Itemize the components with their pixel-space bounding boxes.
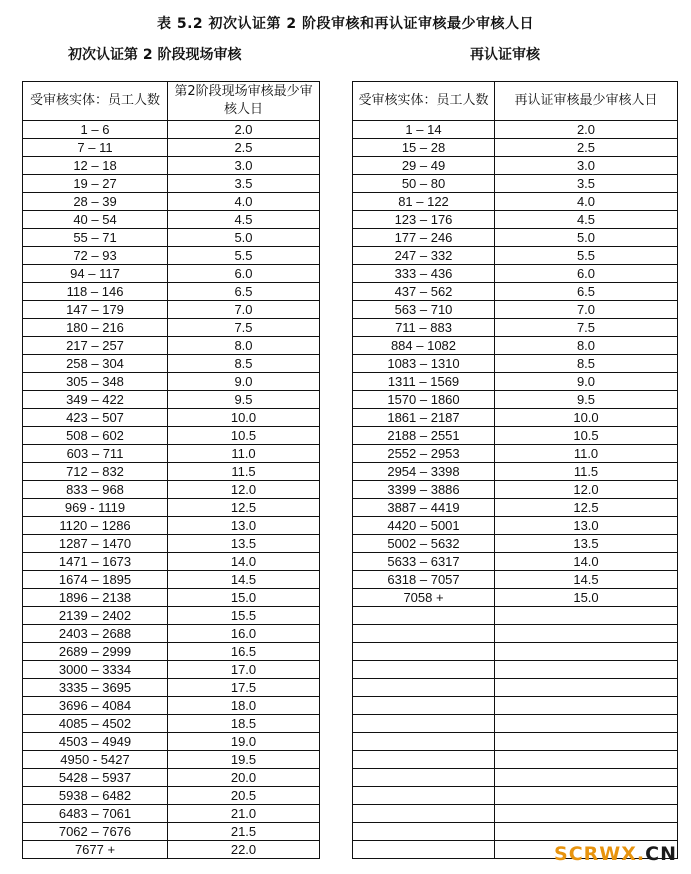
employee-range-cell: 7677 + <box>23 841 168 859</box>
table-row <box>353 247 678 265</box>
audit-days-cell <box>495 733 678 751</box>
audit-days-cell: 9.0 <box>168 373 320 391</box>
employee-range-cell: 4503 – 4949 <box>23 733 168 751</box>
table-row <box>23 175 320 193</box>
employee-range-cell: 333 – 436 <box>353 265 495 283</box>
audit-days-cell: 15.0 <box>495 589 678 607</box>
audit-days-cell <box>495 787 678 805</box>
employee-range-cell: 7 – 11 <box>23 139 168 157</box>
employee-range-cell: 5633 – 6317 <box>353 553 495 571</box>
audit-days-cell: 12.5 <box>168 499 320 517</box>
audit-days-cell: 16.5 <box>168 643 320 661</box>
audit-days-cell: 6.5 <box>168 283 320 301</box>
table-row <box>353 445 678 463</box>
employee-range-cell: 15 – 28 <box>353 139 495 157</box>
table-row <box>353 121 678 139</box>
table-row <box>23 463 320 481</box>
audit-days-cell: 14.0 <box>495 553 678 571</box>
table-row <box>353 715 678 733</box>
audit-days-cell: 4.5 <box>168 211 320 229</box>
employee-range-cell: 2188 – 2551 <box>353 427 495 445</box>
audit-days-cell: 13.0 <box>168 517 320 535</box>
employee-range-cell <box>353 625 495 643</box>
audit-days-cell: 10.0 <box>495 409 678 427</box>
audit-days-cell <box>495 751 678 769</box>
table-row <box>23 157 320 175</box>
employee-range-cell: 5938 – 6482 <box>23 787 168 805</box>
employee-range-cell: 19 – 27 <box>23 175 168 193</box>
employee-range-cell: 603 – 711 <box>23 445 168 463</box>
table-row <box>353 823 678 841</box>
table-row <box>353 571 678 589</box>
employee-range-cell <box>353 643 495 661</box>
table-row <box>23 841 320 859</box>
table-row <box>353 139 678 157</box>
employee-range-cell: 7058 + <box>353 589 495 607</box>
audit-days-cell <box>495 769 678 787</box>
employee-range-cell: 50 – 80 <box>353 175 495 193</box>
employee-range-cell <box>353 733 495 751</box>
employee-range-cell: 3000 – 3334 <box>23 661 168 679</box>
employee-range-cell <box>353 823 495 841</box>
table-row <box>23 661 320 679</box>
audit-days-cell: 22.0 <box>168 841 320 859</box>
table-row <box>23 571 320 589</box>
employee-range-cell: 2552 – 2953 <box>353 445 495 463</box>
audit-days-cell: 20.5 <box>168 787 320 805</box>
table-row <box>23 391 320 409</box>
audit-days-cell <box>495 643 678 661</box>
table-row <box>353 661 678 679</box>
audit-days-cell <box>495 715 678 733</box>
employee-range-cell: 147 – 179 <box>23 301 168 319</box>
table-row <box>353 499 678 517</box>
employee-range-cell: 1896 – 2138 <box>23 589 168 607</box>
table-header-row <box>353 82 678 121</box>
table-row <box>23 355 320 373</box>
audit-days-cell: 12.0 <box>168 481 320 499</box>
table-row <box>23 409 320 427</box>
audit-days-cell: 8.5 <box>168 355 320 373</box>
audit-days-cell: 8.5 <box>495 355 678 373</box>
audit-days-cell: 7.0 <box>495 301 678 319</box>
employee-range-cell: 3399 – 3886 <box>353 481 495 499</box>
employee-range-cell: 118 – 146 <box>23 283 168 301</box>
audit-days-cell <box>495 607 678 625</box>
table-row <box>353 229 678 247</box>
table-row <box>353 283 678 301</box>
recert-audit-subtitle: 再认证审核 <box>470 47 540 63</box>
table-row <box>353 733 678 751</box>
employee-range-cell: 29 – 49 <box>353 157 495 175</box>
audit-days-cell: 4.5 <box>495 211 678 229</box>
employee-range-cell: 884 – 1082 <box>353 337 495 355</box>
audit-days-cell: 3.5 <box>168 175 320 193</box>
audit-days-cell: 11.5 <box>495 463 678 481</box>
table-row <box>23 121 320 139</box>
employee-range-cell: 94 – 117 <box>23 265 168 283</box>
table-row <box>23 553 320 571</box>
audit-days-cell: 21.5 <box>168 823 320 841</box>
audit-days-cell: 7.0 <box>168 301 320 319</box>
employee-range-cell: 12 – 18 <box>23 157 168 175</box>
table-row <box>353 589 678 607</box>
employee-range-cell: 1861 – 2187 <box>353 409 495 427</box>
audit-days-cell: 13.5 <box>168 535 320 553</box>
table-row <box>353 193 678 211</box>
site-watermark-logo <box>554 843 677 865</box>
employee-range-cell: 349 – 422 <box>23 391 168 409</box>
employee-range-cell: 2689 – 2999 <box>23 643 168 661</box>
employee-range-cell: 5002 – 5632 <box>353 535 495 553</box>
audit-days-cell <box>495 805 678 823</box>
audit-days-cell: 8.0 <box>168 337 320 355</box>
table-row <box>353 409 678 427</box>
initial-audit-table <box>22 81 320 859</box>
table-row <box>353 265 678 283</box>
audit-days-cell: 2.0 <box>168 121 320 139</box>
employee-range-cell <box>353 661 495 679</box>
employee-count-header: 受审核实体：员工人数 <box>23 82 168 121</box>
audit-days-cell: 15.0 <box>168 589 320 607</box>
table-row <box>23 679 320 697</box>
employee-range-cell: 4085 – 4502 <box>23 715 168 733</box>
employee-range-cell: 40 – 54 <box>23 211 168 229</box>
audit-days-cell: 14.0 <box>168 553 320 571</box>
audit-days-cell: 18.5 <box>168 715 320 733</box>
table-row <box>23 481 320 499</box>
min-audit-days-header: 再认证审核最少审核人日 <box>495 82 678 121</box>
employee-range-cell: 508 – 602 <box>23 427 168 445</box>
audit-days-cell: 10.0 <box>168 409 320 427</box>
table-row <box>353 463 678 481</box>
audit-days-cell: 20.0 <box>168 769 320 787</box>
min-audit-days-header: 第2阶段现场审核最少审核人日 <box>168 82 320 121</box>
audit-days-cell: 19.0 <box>168 733 320 751</box>
audit-days-cell: 11.5 <box>168 463 320 481</box>
employee-range-cell: 3335 – 3695 <box>23 679 168 697</box>
table-row <box>353 355 678 373</box>
audit-days-cell: 16.0 <box>168 625 320 643</box>
table-row <box>353 787 678 805</box>
employee-range-cell <box>353 787 495 805</box>
employee-range-cell: 6318 – 7057 <box>353 571 495 589</box>
audit-days-cell: 6.0 <box>168 265 320 283</box>
employee-range-cell: 81 – 122 <box>353 193 495 211</box>
audit-days-cell: 5.0 <box>168 229 320 247</box>
employee-range-cell: 1674 – 1895 <box>23 571 168 589</box>
audit-days-cell: 2.5 <box>168 139 320 157</box>
employee-range-cell: 177 – 246 <box>353 229 495 247</box>
table-row <box>23 697 320 715</box>
employee-range-cell <box>353 805 495 823</box>
employee-range-cell: 3696 – 4084 <box>23 697 168 715</box>
employee-range-cell: 1287 – 1470 <box>23 535 168 553</box>
employee-range-cell: 2403 – 2688 <box>23 625 168 643</box>
audit-days-cell: 17.5 <box>168 679 320 697</box>
table-row <box>23 625 320 643</box>
employee-range-cell: 4950 - 5427 <box>23 751 168 769</box>
audit-days-cell: 2.0 <box>495 121 678 139</box>
employee-range-cell <box>353 697 495 715</box>
document-title: 表 5.2 初次认证第 2 阶段审核和再认证审核最少审核人日 <box>156 16 535 32</box>
audit-days-cell: 17.0 <box>168 661 320 679</box>
audit-days-cell: 13.0 <box>495 517 678 535</box>
table-row <box>23 427 320 445</box>
table-row <box>23 265 320 283</box>
employee-range-cell: 305 – 348 <box>23 373 168 391</box>
table-row <box>23 589 320 607</box>
table-row <box>353 805 678 823</box>
audit-days-cell: 3.0 <box>168 157 320 175</box>
employee-count-header: 受审核实体：员工人数 <box>353 82 495 121</box>
audit-days-cell: 21.0 <box>168 805 320 823</box>
audit-days-cell <box>495 823 678 841</box>
audit-days-cell: 5.5 <box>495 247 678 265</box>
table-row <box>353 427 678 445</box>
employee-range-cell: 258 – 304 <box>23 355 168 373</box>
employee-range-cell: 3887 – 4419 <box>353 499 495 517</box>
table-row <box>353 769 678 787</box>
table-row <box>23 283 320 301</box>
audit-days-cell <box>495 679 678 697</box>
audit-days-cell: 14.5 <box>495 571 678 589</box>
employee-range-cell: 6483 – 7061 <box>23 805 168 823</box>
table-row <box>353 337 678 355</box>
employee-range-cell: 1083 – 1310 <box>353 355 495 373</box>
watermark-dot: . <box>636 843 646 865</box>
audit-days-cell <box>495 661 678 679</box>
employee-range-cell: 1120 – 1286 <box>23 517 168 535</box>
employee-range-cell: 55 – 71 <box>23 229 168 247</box>
table-row <box>23 247 320 265</box>
employee-range-cell: 247 – 332 <box>353 247 495 265</box>
initial-audit-subtitle: 初次认证第 2 阶段现场审核 <box>68 47 242 63</box>
audit-days-cell: 9.0 <box>495 373 678 391</box>
employee-range-cell: 423 – 507 <box>23 409 168 427</box>
audit-days-cell: 6.5 <box>495 283 678 301</box>
audit-days-cell <box>495 697 678 715</box>
audit-days-cell: 3.5 <box>495 175 678 193</box>
table-row <box>353 301 678 319</box>
table-row <box>353 697 678 715</box>
table-row <box>353 643 678 661</box>
table-row <box>353 175 678 193</box>
employee-range-cell: 711 – 883 <box>353 319 495 337</box>
table-row <box>23 751 320 769</box>
employee-range-cell: 833 – 968 <box>23 481 168 499</box>
audit-days-cell: 8.0 <box>495 337 678 355</box>
employee-range-cell: 28 – 39 <box>23 193 168 211</box>
table-header-row <box>23 82 320 121</box>
table-row <box>353 211 678 229</box>
audit-days-cell: 7.5 <box>495 319 678 337</box>
employee-range-cell: 217 – 257 <box>23 337 168 355</box>
employee-range-cell <box>353 679 495 697</box>
audit-days-cell: 11.0 <box>168 445 320 463</box>
table-row <box>353 319 678 337</box>
table-row <box>353 373 678 391</box>
audit-days-cell: 19.5 <box>168 751 320 769</box>
employee-range-cell: 4420 – 5001 <box>353 517 495 535</box>
table-row <box>353 625 678 643</box>
audit-days-cell: 12.0 <box>495 481 678 499</box>
watermark-main: SCRWX <box>554 843 637 865</box>
table-row <box>23 805 320 823</box>
employee-range-cell: 2954 – 3398 <box>353 463 495 481</box>
audit-days-cell <box>495 625 678 643</box>
employee-range-cell <box>353 607 495 625</box>
employee-range-cell: 969 - 1119 <box>23 499 168 517</box>
employee-range-cell <box>353 715 495 733</box>
watermark-suffix: CN <box>645 843 677 865</box>
table-row <box>23 607 320 625</box>
employee-range-cell: 2139 – 2402 <box>23 607 168 625</box>
employee-range-cell: 180 – 216 <box>23 319 168 337</box>
audit-days-cell: 14.5 <box>168 571 320 589</box>
audit-days-cell: 4.0 <box>495 193 678 211</box>
table-row <box>353 535 678 553</box>
employee-range-cell: 123 – 176 <box>353 211 495 229</box>
table-row <box>353 607 678 625</box>
audit-days-cell: 5.5 <box>168 247 320 265</box>
employee-range-cell <box>353 769 495 787</box>
table-row <box>23 499 320 517</box>
audit-days-cell: 15.5 <box>168 607 320 625</box>
table-row <box>23 823 320 841</box>
employee-range-cell: 437 – 562 <box>353 283 495 301</box>
table-row <box>23 787 320 805</box>
table-row <box>23 373 320 391</box>
audit-days-cell: 12.5 <box>495 499 678 517</box>
table-row <box>353 679 678 697</box>
table-row <box>353 553 678 571</box>
table-row <box>23 229 320 247</box>
table-row <box>23 211 320 229</box>
employee-range-cell: 1 – 14 <box>353 121 495 139</box>
audit-days-cell: 13.5 <box>495 535 678 553</box>
recert-audit-table <box>352 81 678 859</box>
table-row <box>23 445 320 463</box>
employee-range-cell: 72 – 93 <box>23 247 168 265</box>
employee-range-cell <box>353 751 495 769</box>
audit-days-cell: 6.0 <box>495 265 678 283</box>
audit-days-cell: 10.5 <box>495 427 678 445</box>
employee-range-cell <box>353 841 495 859</box>
audit-days-cell: 10.5 <box>168 427 320 445</box>
table-row <box>23 715 320 733</box>
employee-range-cell: 1311 – 1569 <box>353 373 495 391</box>
table-row <box>23 733 320 751</box>
audit-days-cell: 4.0 <box>168 193 320 211</box>
employee-range-cell: 1471 – 1673 <box>23 553 168 571</box>
audit-days-cell: 9.5 <box>168 391 320 409</box>
table-row <box>23 319 320 337</box>
table-row <box>353 751 678 769</box>
employee-range-cell: 5428 – 5937 <box>23 769 168 787</box>
employee-range-cell: 1570 – 1860 <box>353 391 495 409</box>
table-row <box>23 301 320 319</box>
table-row <box>23 769 320 787</box>
audit-days-cell: 3.0 <box>495 157 678 175</box>
audit-days-cell: 7.5 <box>168 319 320 337</box>
audit-days-cell: 5.0 <box>495 229 678 247</box>
employee-range-cell: 7062 – 7676 <box>23 823 168 841</box>
table-row <box>23 517 320 535</box>
table-row <box>23 535 320 553</box>
employee-range-cell: 712 – 832 <box>23 463 168 481</box>
audit-days-cell: 11.0 <box>495 445 678 463</box>
table-row <box>353 517 678 535</box>
table-row <box>23 193 320 211</box>
table-row <box>353 391 678 409</box>
table-row <box>353 157 678 175</box>
table-row <box>23 139 320 157</box>
audit-days-cell: 9.5 <box>495 391 678 409</box>
audit-days-cell: 2.5 <box>495 139 678 157</box>
employee-range-cell: 563 – 710 <box>353 301 495 319</box>
audit-days-cell: 18.0 <box>168 697 320 715</box>
table-row <box>23 337 320 355</box>
employee-range-cell: 1 – 6 <box>23 121 168 139</box>
table-row <box>23 643 320 661</box>
table-row <box>353 481 678 499</box>
